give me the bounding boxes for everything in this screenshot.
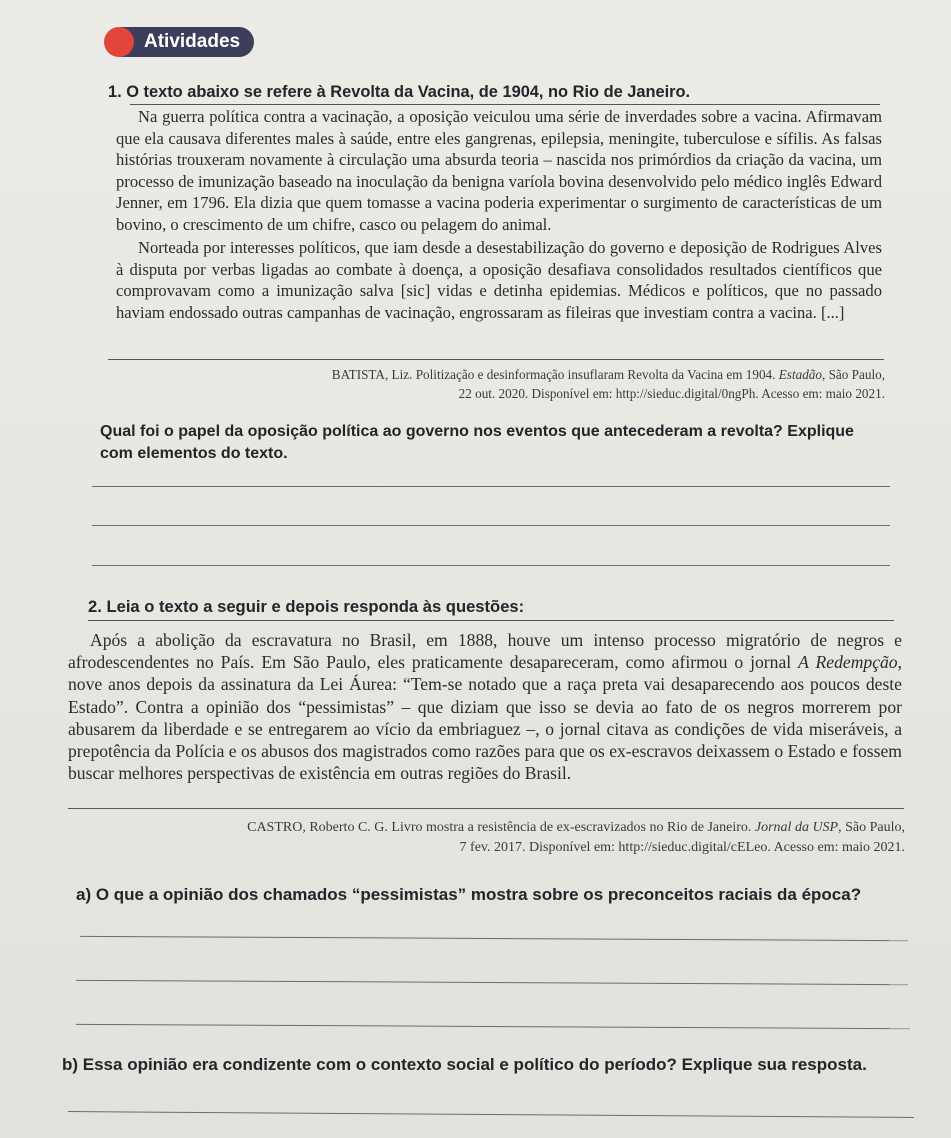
q2-heading: 2. Leia o texto a seguir e depois responda às questões: <box>88 597 525 616</box>
q1-answer-line-1[interactable] <box>92 486 890 487</box>
q2a-answer-line-3[interactable] <box>76 1024 910 1029</box>
q2a-answer-line-1[interactable] <box>80 936 908 941</box>
q2a-answer-line-2[interactable] <box>76 980 908 985</box>
q1-heading: 1. O texto abaixo se refere à Revolta da Vacina, de 1904, no Rio de Janeiro. <box>108 83 691 101</box>
section-title: Atividades <box>120 27 254 57</box>
q2a-question: a) O que a opinião dos chamados “pessimistas” mostra sobre os preconceitos raciais da época? <box>76 885 862 904</box>
section-badge <box>104 27 254 57</box>
q1-bottom-rule <box>108 359 884 360</box>
q2-citation-line-1: CASTRO, Roberto C. G. Livro mostra a resistência de ex-escravizados no Rio de Janeiro. Jornal da USP, São Paulo, <box>247 820 905 835</box>
red-dot-icon <box>104 27 134 57</box>
q2b-answer-line-1[interactable] <box>68 1111 914 1118</box>
q2-citation-line-2: 7 fev. 2017. Disponível em: http://sieduc.digital/cELeo. Acesso em: maio 2021. <box>459 840 905 855</box>
q1-question: Qual foi o papel da oposição política ao governo nos eventos que antecederam a revolta? Explique com elementos do texto. <box>100 423 854 462</box>
q1-text <box>116 106 882 323</box>
q1-paragraph-2: Norteada por interesses políticos, que iam desde a desestabilização do governo e deposição de Rodrigues Alves à disputa por verbas ligadas ao combate à doença, a oposição desafiava consolidados resultados científicos que comprovavam como a imunização salva [sic] vidas e detinha epidemias. Médicos e políticos, que no passado haviam endossado outras campanhas de vacinação, engrossaram as fileiras que investiam contra a vacina. [...] <box>116 238 882 322</box>
q2b-question: b) Essa opinião era condizente com o contexto social e político do período? Explique sua resposta. <box>62 1055 867 1074</box>
q1-top-rule <box>130 104 880 105</box>
q2-paragraph: Após a abolição da escravatura no Brasil, em 1888, houve um intenso processo migratório de negros e afrodescendentes no País. Em São Paulo, eles praticamente desapareceram, como afirmou o jornal A Redempção, nove anos depois da assinatura da Lei Áurea: “Tem-se notado que a raça preta vai desaparecendo aos poucos deste Estado”. Contra a opinião dos “pessimistas” – que diziam que isso se devia ao fato de os negros morrerem por abusarem da liberdade e se entregarem ao vício da embriaguez –, o jornal citava as condições de vida miseráveis, a prepotência da Polícia e os abusos dos magistrados como razões para que os ex-escravos deixassem o Estado e fossem buscar melhores perspectivas de existência em outras regiões do Brasil. <box>68 630 902 784</box>
q2-top-rule <box>88 620 894 621</box>
q2-citation <box>110 818 905 858</box>
q1-paragraph-1: Na guerra política contra a vacinação, a oposição veiculou uma série de inverdades sobre a vacina. Afirmavam que ela causava diferentes males à saúde, entre eles gangrenas, epilepsia, meningite, tuberculose e sífilis. As falsas histórias trouxeram novamente à circulação uma absurda teoria – nascida nos primórdios da criação da vacina, um processo de imunização baseado na inoculação da benigna varíola bovina desenvolvido pelo médico inglês Edward Jenner, em 1796. Ela dizia que quem tomasse a vacina poderia experimentar o surgimento de características de um bovino, o crescimento de um chifre, casco ou pelagem do animal. <box>116 107 882 234</box>
q2-bottom-rule <box>68 808 904 809</box>
q1-citation-line-1: BATISTA, Liz. Politização e desinformação insuflaram Revolta da Vacina em 1904. Estadão, São Paulo, <box>331 367 885 382</box>
q1-citation <box>150 365 885 403</box>
q1-answer-line-3[interactable] <box>92 565 890 566</box>
q1-citation-line-2: 22 out. 2020. Disponível em: http://sieduc.digital/0ngPh. Acesso em: maio 2021. <box>458 386 885 401</box>
q1-answer-line-2[interactable] <box>92 525 890 526</box>
q2-text <box>68 629 902 784</box>
